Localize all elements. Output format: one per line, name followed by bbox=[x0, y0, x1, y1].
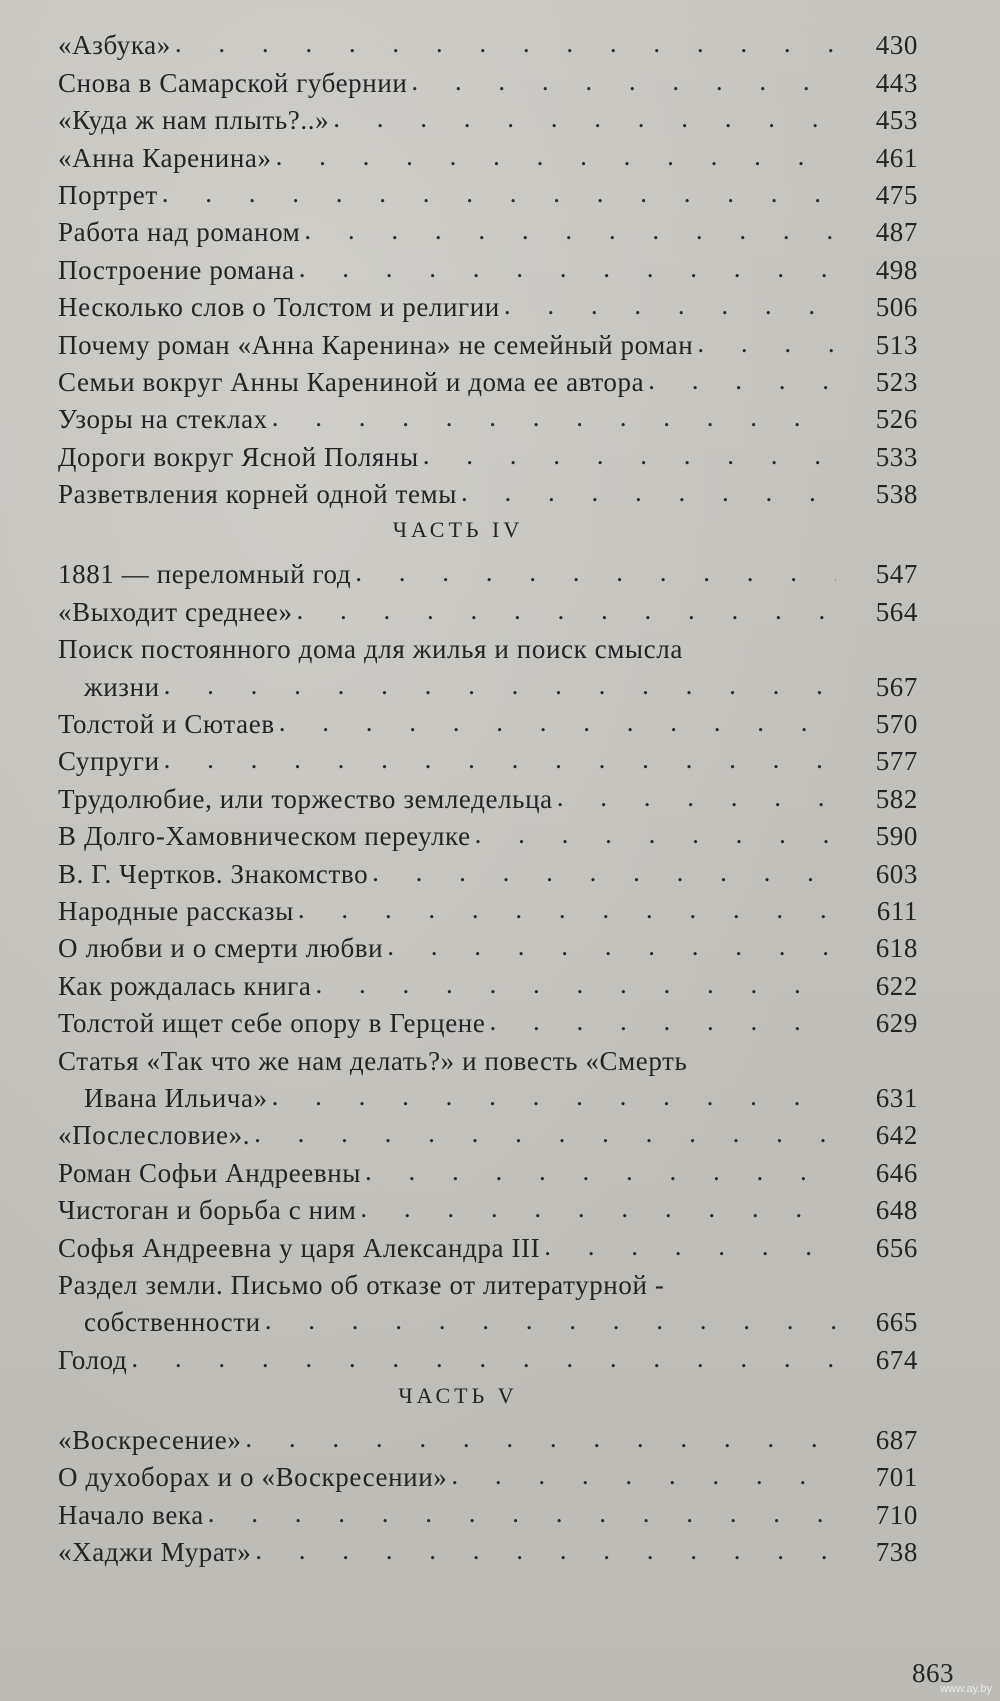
part-heading-5: ЧАСТЬ V bbox=[398, 1382, 518, 1408]
dot-leader bbox=[208, 1500, 836, 1529]
entry-page-number: 567 bbox=[875, 671, 918, 702]
watermark: www.ay.by bbox=[940, 1683, 992, 1695]
entry-title: Портрет bbox=[58, 179, 158, 210]
dot-leader bbox=[162, 180, 836, 209]
entry-page-number: 631 bbox=[875, 1082, 918, 1113]
entry-title: Чистоган и борьба с ним bbox=[58, 1195, 357, 1226]
entry-title: Голод bbox=[58, 1344, 128, 1375]
toc-entry bbox=[58, 1187, 918, 1224]
entry-page-number: 629 bbox=[875, 1008, 918, 1039]
entry-page-number: 475 bbox=[875, 179, 918, 210]
toc-entry bbox=[58, 246, 918, 283]
entry-page-number: 538 bbox=[875, 479, 918, 510]
entry-title: Супруги bbox=[58, 746, 160, 777]
toc-entry bbox=[58, 626, 918, 663]
page-number: 863 bbox=[912, 1658, 954, 1688]
entry-page-number: 526 bbox=[875, 404, 918, 435]
dot-leader bbox=[372, 859, 836, 888]
toc-entry bbox=[58, 888, 918, 925]
dot-leader bbox=[299, 255, 836, 284]
toc-entry bbox=[58, 775, 918, 812]
entry-page-number: 487 bbox=[875, 217, 918, 248]
toc-entry bbox=[58, 1454, 918, 1491]
dot-leader bbox=[245, 1425, 836, 1454]
dot-leader bbox=[461, 479, 836, 508]
entry-page-number: 564 bbox=[875, 596, 918, 627]
entry-title: «Воскресение» bbox=[58, 1425, 242, 1456]
dot-leader bbox=[557, 784, 836, 813]
entry-title: Статья «Так что же нам делать?» и повесть «Смерть bbox=[58, 1045, 688, 1076]
dot-leader bbox=[355, 559, 836, 588]
entry-title: Роман Софьи Андреевны bbox=[58, 1157, 362, 1188]
toc-entry bbox=[58, 1417, 918, 1454]
entry-title: «Куда ж нам плыть?..» bbox=[58, 105, 330, 136]
dot-leader bbox=[360, 1195, 836, 1224]
entry-page-number: 603 bbox=[875, 858, 918, 889]
toc-entry bbox=[58, 1491, 918, 1528]
entry-title: Разветвления корней одной темы bbox=[58, 479, 457, 510]
entry-page-number: 656 bbox=[875, 1232, 918, 1263]
toc-entry bbox=[58, 1262, 918, 1299]
toc-entry bbox=[58, 284, 918, 321]
dot-leader bbox=[504, 292, 836, 321]
entry-title: Поиск постоянного дома для жилья и поиск смысла bbox=[58, 634, 683, 665]
toc-entry bbox=[58, 471, 918, 508]
entry-page-number: 590 bbox=[875, 821, 918, 852]
dot-leader bbox=[411, 68, 836, 97]
entry-title: О любви и о смерти любви bbox=[58, 933, 384, 964]
entry-page-number: 648 bbox=[875, 1195, 918, 1226]
entry-page-number: 618 bbox=[875, 933, 918, 964]
dot-leader bbox=[544, 1233, 836, 1262]
toc-entry bbox=[58, 701, 918, 738]
entry-title: Дороги вокруг Ясной Поляны bbox=[58, 441, 419, 472]
part-heading-4: ЧАСТЬ IV bbox=[392, 517, 524, 543]
entry-title: Несколько слов о Толстом и религии bbox=[58, 292, 500, 323]
toc-entry-continuation bbox=[58, 1075, 918, 1112]
toc-entry bbox=[58, 813, 918, 850]
dot-leader bbox=[333, 105, 836, 134]
toc-entry bbox=[58, 22, 918, 59]
toc-entry bbox=[58, 134, 918, 171]
dot-leader bbox=[164, 672, 836, 701]
entry-page-number: 710 bbox=[875, 1499, 918, 1530]
dot-leader bbox=[254, 1120, 836, 1149]
toc-entry bbox=[58, 738, 918, 775]
entry-title: В. Г. Чертков. Знакомство bbox=[58, 858, 369, 889]
entry-title: Раздел земли. Письмо об отказе от литературной - bbox=[58, 1269, 665, 1300]
entry-page-number: 687 bbox=[875, 1425, 918, 1456]
entry-page-number: 513 bbox=[875, 329, 918, 360]
entry-page-number: 611 bbox=[876, 895, 918, 926]
dot-leader bbox=[276, 143, 836, 172]
entry-page-number: 674 bbox=[875, 1344, 918, 1375]
dot-leader bbox=[423, 442, 836, 471]
entry-title: Работа над романом bbox=[58, 217, 301, 248]
entry-title: Снова в Самарской губернии bbox=[58, 67, 408, 98]
entry-page-number: 665 bbox=[875, 1307, 918, 1338]
entry-page-number: 506 bbox=[875, 292, 918, 323]
toc-entry bbox=[58, 962, 918, 999]
dot-leader bbox=[298, 896, 836, 925]
dot-leader bbox=[489, 1008, 836, 1037]
entry-title: «Хаджи Мурат» bbox=[58, 1537, 252, 1568]
toc-entry bbox=[58, 97, 918, 134]
dot-leader bbox=[279, 709, 836, 738]
entry-title: Толстой ищет себе опору в Герцене bbox=[58, 1008, 486, 1039]
dot-leader bbox=[365, 1158, 836, 1187]
entry-title: Софья Андреевна у царя Александра III bbox=[58, 1232, 541, 1263]
entry-page-number: 461 bbox=[875, 142, 918, 173]
entry-title: «Послесловие». bbox=[58, 1120, 251, 1151]
dot-leader bbox=[451, 1462, 836, 1491]
entry-page-number: 443 bbox=[875, 67, 918, 98]
entry-title: Начало века bbox=[58, 1499, 204, 1530]
dot-leader bbox=[272, 1083, 836, 1112]
toc-entry-continuation bbox=[58, 1299, 918, 1336]
toc-entry bbox=[58, 1149, 918, 1186]
dot-leader bbox=[265, 1307, 836, 1336]
dot-leader bbox=[164, 746, 836, 775]
toc-entry bbox=[58, 396, 918, 433]
toc-entry bbox=[58, 850, 918, 887]
entry-page-number: 622 bbox=[875, 970, 918, 1001]
toc-entry bbox=[58, 925, 918, 962]
entry-page-number: 646 bbox=[875, 1157, 918, 1188]
entry-title-continuation: Ивана Ильича» bbox=[84, 1082, 268, 1113]
toc-entry bbox=[58, 433, 918, 470]
entry-title: Почему роман «Анна Каренина» не семейный роман bbox=[58, 329, 694, 360]
dot-leader bbox=[131, 1345, 836, 1374]
entry-title: В Долго-Хамовническом переулке bbox=[58, 821, 471, 852]
entry-title: Толстой и Сютаев bbox=[58, 709, 275, 740]
entry-page-number: 582 bbox=[875, 783, 918, 814]
dot-leader bbox=[697, 330, 836, 359]
entry-title: Народные рассказы bbox=[58, 895, 294, 926]
entry-page-number: 523 bbox=[875, 366, 918, 397]
toc-entry bbox=[58, 321, 918, 358]
entry-page-number: 701 bbox=[875, 1462, 918, 1493]
toc-entry bbox=[58, 59, 918, 96]
entry-page-number: 738 bbox=[875, 1537, 918, 1568]
entry-title: «Выходит среднее» bbox=[58, 596, 293, 627]
toc-entry bbox=[58, 1037, 918, 1074]
entry-page-number: 642 bbox=[875, 1120, 918, 1151]
toc-entry bbox=[58, 359, 918, 396]
dot-leader bbox=[175, 30, 836, 59]
toc-entry-continuation bbox=[58, 663, 918, 700]
entry-page-number: 430 bbox=[875, 30, 918, 61]
toc-entry bbox=[58, 1000, 918, 1037]
toc-entry bbox=[58, 1529, 918, 1566]
dot-leader bbox=[475, 821, 836, 850]
toc-entry bbox=[58, 588, 918, 625]
entry-title: Построение романа bbox=[58, 254, 295, 285]
dot-leader bbox=[304, 217, 836, 246]
entry-title-continuation: собственности bbox=[84, 1307, 261, 1338]
table-of-contents bbox=[58, 22, 918, 1566]
entry-title: О духоборах и о «Воскресении» bbox=[58, 1462, 448, 1493]
entry-title-continuation: жизни bbox=[84, 671, 160, 702]
dot-leader bbox=[315, 971, 836, 1000]
toc-entry bbox=[58, 209, 918, 246]
entry-title: 1881 — переломный год bbox=[58, 559, 352, 590]
dot-leader bbox=[297, 597, 836, 626]
toc-entry bbox=[58, 1336, 918, 1373]
toc-entry bbox=[58, 172, 918, 209]
toc-group-part-4 bbox=[58, 551, 918, 1374]
dot-leader bbox=[255, 1537, 836, 1566]
dot-leader bbox=[387, 933, 836, 962]
entry-title: Семьи вокруг Анны Карениной и дома ее автора bbox=[58, 366, 645, 397]
entry-page-number: 453 bbox=[875, 105, 918, 136]
toc-entry bbox=[58, 1224, 918, 1261]
toc-group-part-3 bbox=[58, 22, 918, 508]
entry-page-number: 547 bbox=[875, 559, 918, 590]
toc-entry bbox=[58, 1112, 918, 1149]
entry-title: «Азбука» bbox=[58, 30, 171, 61]
entry-page-number: 498 bbox=[875, 254, 918, 285]
entry-title: Как рождалась книга bbox=[58, 970, 312, 1001]
entry-page-number: 570 bbox=[875, 709, 918, 740]
toc-entry bbox=[58, 551, 918, 588]
dot-leader bbox=[272, 404, 836, 433]
entry-title: Узоры на стеклах bbox=[58, 404, 268, 435]
toc-group-part-5 bbox=[58, 1417, 918, 1567]
dot-leader bbox=[648, 367, 836, 396]
entry-page-number: 577 bbox=[875, 746, 918, 777]
entry-title: «Анна Каренина» bbox=[58, 142, 272, 173]
entry-title: Трудолюбие, или торжество земледельца bbox=[58, 783, 553, 814]
entry-page-number: 533 bbox=[875, 441, 918, 472]
